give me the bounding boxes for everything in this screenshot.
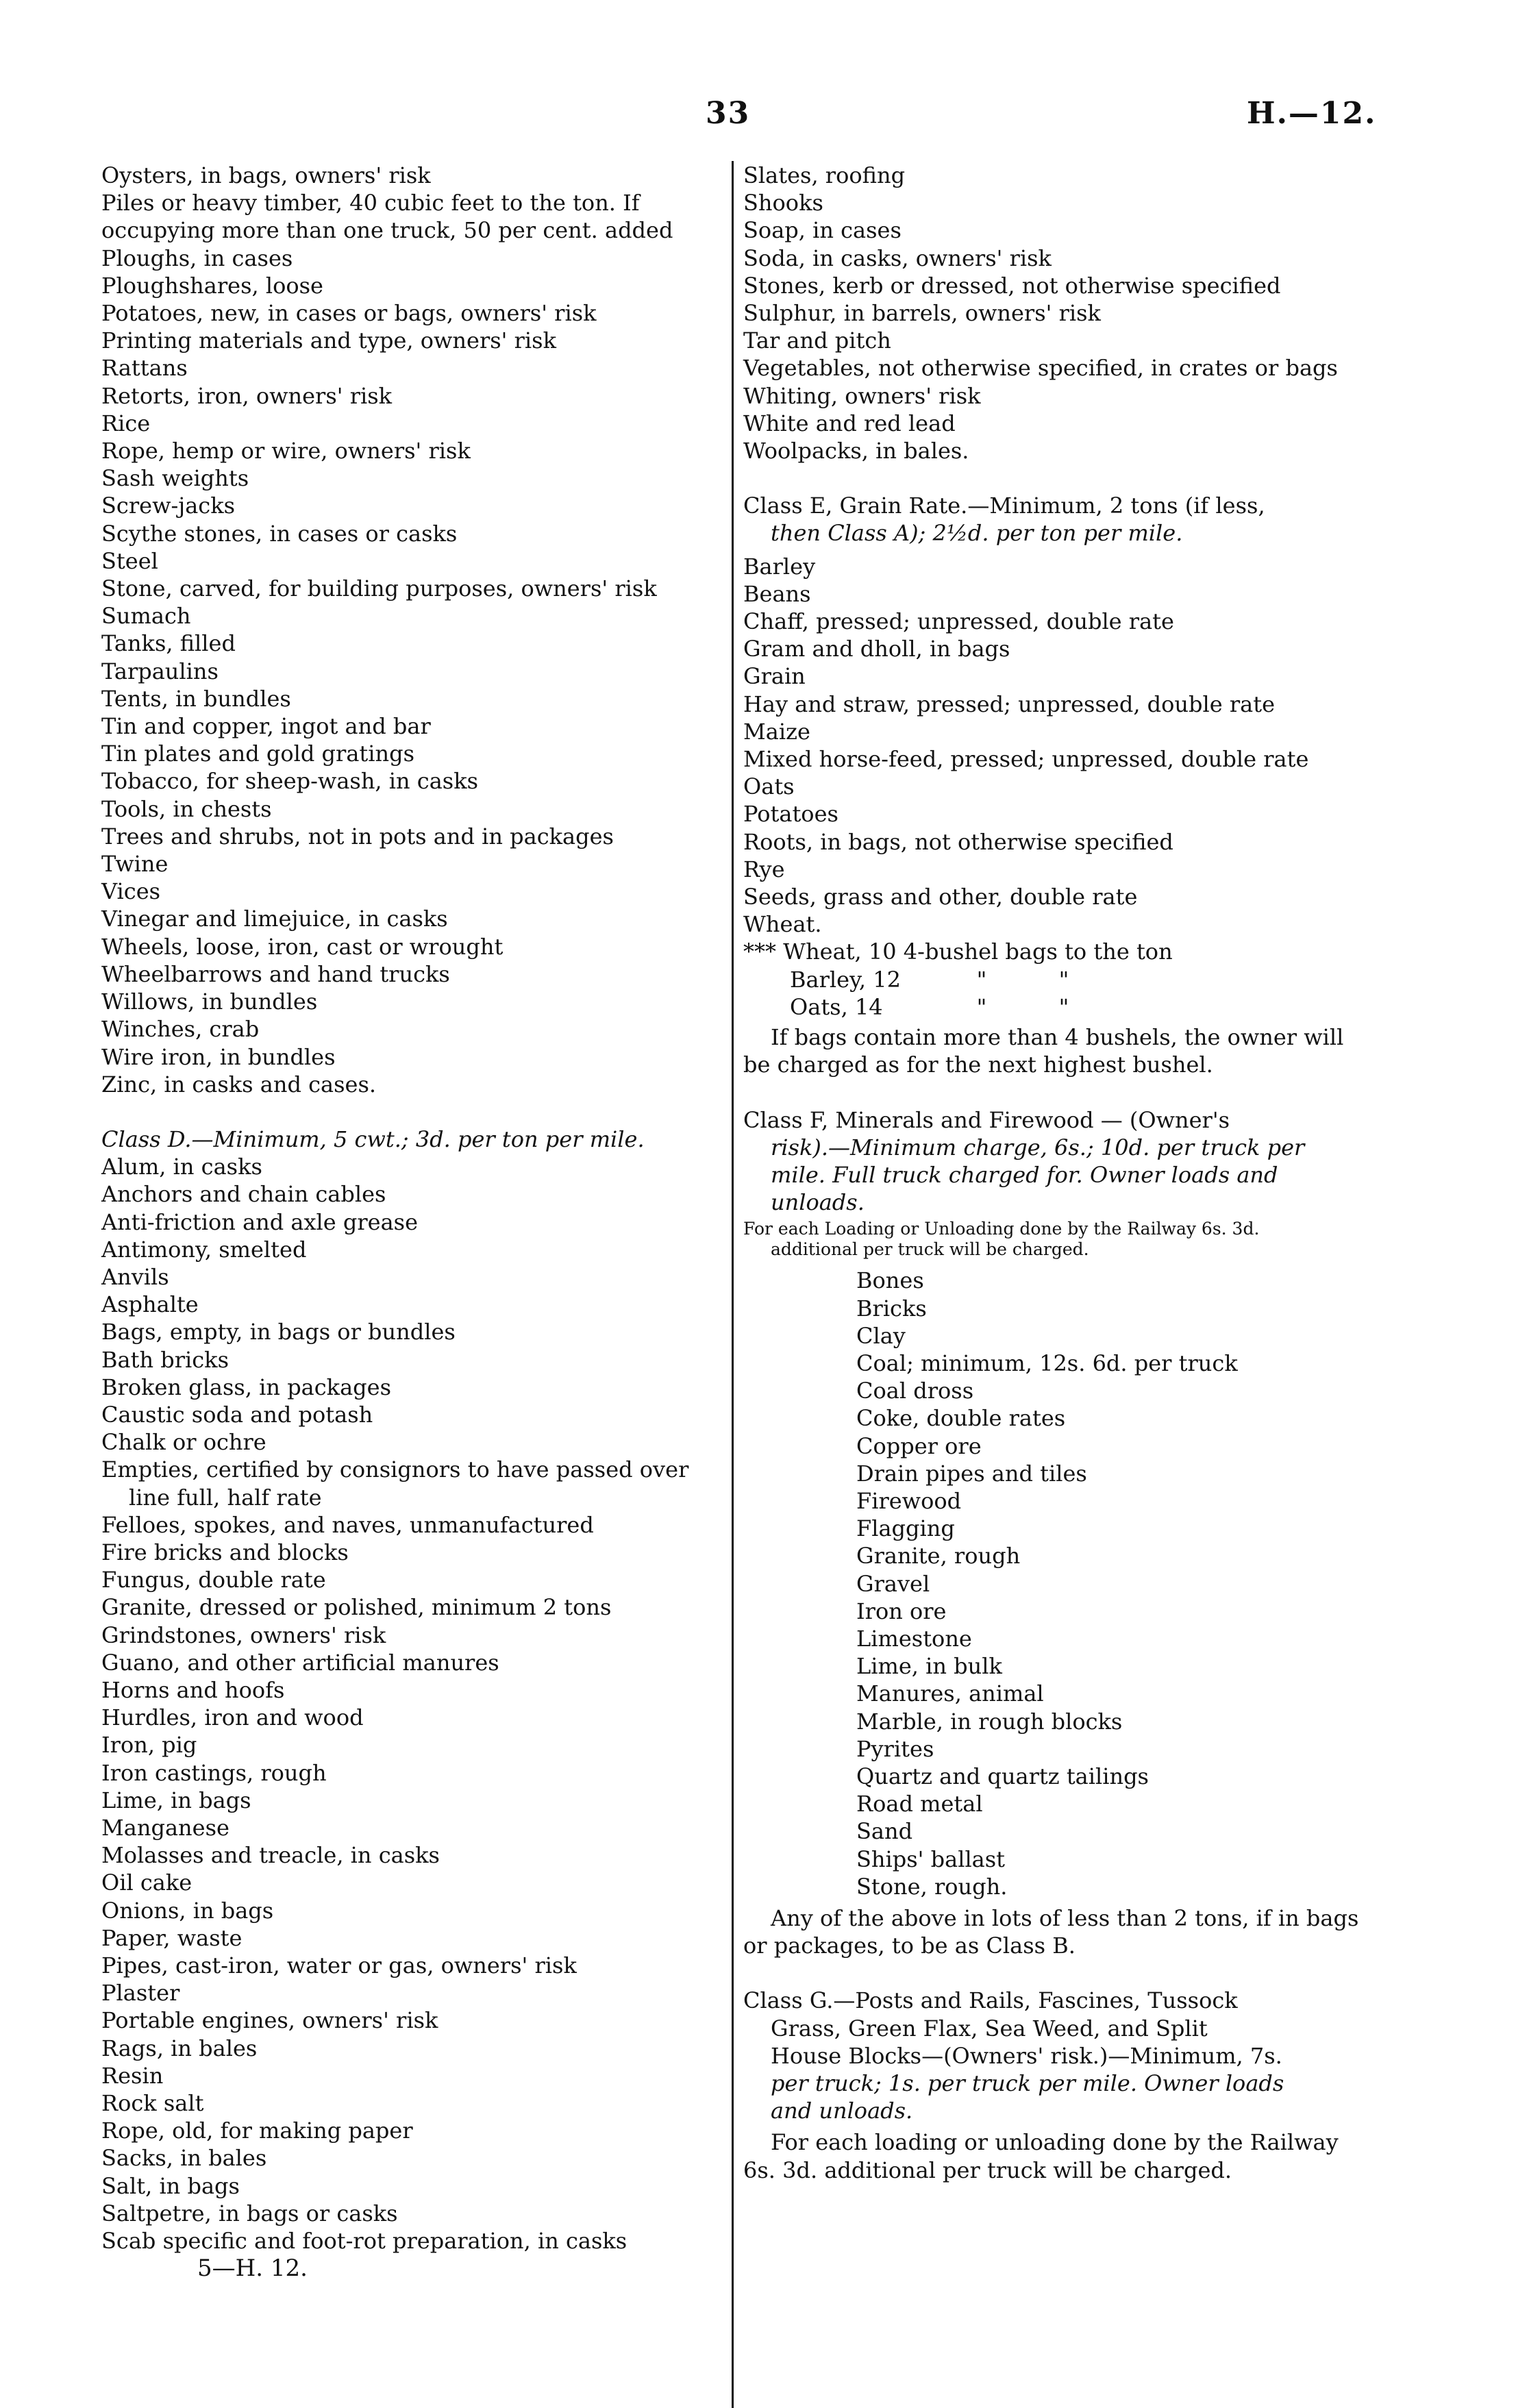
list-item: Ships' ballast — [856, 1846, 1006, 1872]
list-item: Iron castings, rough — [101, 1759, 327, 1786]
class-f-footer: Any of the above in lots of less than 2 tons, if in bags or packages, to be as Class B. — [743, 1904, 1359, 1959]
class-g-heading-line: and unloads. — [771, 2098, 913, 2124]
list-item: Beans — [743, 580, 811, 607]
list-item: Molasses and treacle, in casks — [101, 1842, 440, 1869]
list-item: Wheat. — [743, 911, 822, 938]
class-e-heading — [743, 492, 1360, 547]
list-item: Oats — [743, 773, 795, 800]
list-item: Horns and hoofs — [101, 1676, 285, 1703]
bags-note: If bags contain more than 4 bushels, the owner will be charged as for the next highest bushel. — [743, 1024, 1344, 1078]
list-item: Rope, hemp or wire, owners' risk — [101, 438, 471, 464]
class-d-heading: Class D.—Minimum, 5 cwt.; 3d. per ton per mile. — [101, 1126, 645, 1152]
list-item: Coal; minimum, 12s. 6d. per truck — [856, 1350, 1238, 1376]
class-g-heading-line: Grass, Green Flax, Sea Weed, and Split — [771, 2015, 1208, 2041]
list-item: Limestone — [856, 1625, 972, 1652]
list-item: Firewood — [856, 1487, 962, 1514]
bushel-note-wheat: *** Wheat, 10 4-bushel bags to the ton — [743, 939, 1173, 965]
list-item: Slates, roofing — [743, 162, 906, 188]
list-item: Soap, in cases — [743, 217, 902, 244]
list-item: Anvils — [101, 1263, 169, 1290]
class-g-heading — [743, 1987, 1360, 2124]
class-e-heading-line: Class E, Grain Rate.—Minimum, 2 tons (if less, — [743, 493, 1265, 519]
list-item: Onions, in bags — [101, 1897, 274, 1924]
list-item: Tents, in bundles — [101, 685, 291, 712]
list-item: Iron, pig — [101, 1732, 197, 1759]
list-item: Plaster — [101, 1980, 180, 2007]
list-item: Anchors and chain cables — [101, 1181, 386, 1208]
item-list-top — [101, 162, 721, 1098]
bushel-note — [743, 938, 1360, 1021]
list-item: Sacks, in bales — [101, 2145, 267, 2172]
list-item: Copper ore — [856, 1432, 982, 1459]
class-g-note: For each loading or unloading done by the Railway 6s. 3d. additional per truck will be charged. — [743, 2129, 1339, 2183]
list-item: Asphalte — [101, 1291, 199, 1318]
list-item: Resin — [101, 2062, 164, 2089]
printer-signature: 5—H. 12. — [197, 2255, 308, 2283]
list-item: Tanks, filled — [101, 630, 236, 657]
list-item: Sulphur, in barrels, owners' risk — [743, 300, 1101, 327]
list-item: Rope, old, for making paper — [101, 2118, 413, 2144]
list-item: Salt, in bags — [101, 2172, 240, 2199]
list-item: Tools, in chests — [101, 795, 272, 822]
list-item: Trees and shrubs, not in pots and in packages — [101, 823, 614, 849]
list-item: Alum, in casks — [101, 1154, 262, 1180]
list-item: Road metal — [856, 1791, 983, 1817]
list-item: Scythe stones, in cases or casks — [101, 520, 458, 547]
class-e-heading-line: then Class A); 2½d. per ton per mile. — [771, 520, 1183, 547]
list-item: Broken glass, in packages — [101, 1374, 391, 1400]
list-item: Lime, in bulk — [856, 1653, 1002, 1680]
list-item: Sand — [856, 1818, 913, 1845]
class-f-heading-line: unloads. — [771, 1189, 865, 1216]
list-item: Wheels, loose, iron, cast or wrought — [101, 933, 504, 960]
list-item: Whiting, owners' risk — [743, 382, 981, 409]
list-item: Caustic soda and potash — [101, 1401, 373, 1428]
class-e-list — [743, 553, 1360, 939]
right-column — [743, 162, 1360, 2184]
class-f-heading — [743, 1106, 1360, 1217]
class-f-note-line: additional per truck will be charged. — [771, 1239, 1089, 1260]
list-item: Oil cake — [101, 1870, 192, 1896]
list-item: Quartz and quartz tailings — [856, 1763, 1149, 1789]
list-item: Rye — [743, 856, 785, 882]
list-item: Coal dross — [856, 1378, 974, 1404]
bushel-note-oats: Oats, 14 " " — [790, 993, 1069, 1020]
list-item: occupying more than one truck, 50 per cent. added — [101, 217, 673, 244]
list-item: Hurdles, iron and wood — [101, 1704, 364, 1731]
list-item: Maize — [743, 718, 810, 745]
list-item: Coke, double rates — [856, 1405, 1066, 1432]
list-item: Stone, carved, for building purposes, owners' risk — [101, 575, 657, 602]
list-item: Winches, crab — [101, 1016, 260, 1043]
list-item: Grain — [743, 663, 806, 690]
list-item: Printing materials and type, owners' risk — [101, 327, 556, 354]
list-item: Pyrites — [856, 1735, 934, 1762]
list-item: Screw-jacks — [101, 493, 236, 519]
list-item: Vices — [101, 878, 161, 905]
list-item: Rags, in bales — [101, 2035, 258, 2061]
list-item: Antimony, smelted — [101, 1236, 307, 1263]
class-f-heading-line: risk).—Minimum charge, 6s.; 10d. per truck per — [771, 1134, 1305, 1160]
list-item: Chalk or ochre — [101, 1429, 266, 1456]
list-item: Barley — [743, 553, 816, 580]
list-item: Zinc, in casks and cases. — [101, 1071, 377, 1097]
class-f-heading-line: Class F, Minerals and Firewood — (Owner's — [743, 1106, 1230, 1133]
list-item: Stones, kerb or dressed, not otherwise specified — [743, 272, 1281, 299]
list-item: Clay — [856, 1322, 906, 1349]
list-item: Tobacco, for sheep-wash, in casks — [101, 768, 479, 795]
list-item: Empties, certified by consignors to have passed over — [101, 1456, 689, 1483]
list-item-continuation: line full, half rate — [129, 1484, 322, 1511]
list-item: Hay and straw, pressed; unpressed, double rate — [743, 691, 1276, 717]
list-item: Tar and pitch — [743, 327, 891, 354]
list-item: Manures, animal — [856, 1680, 1044, 1707]
list-item: Lime, in bags — [101, 1787, 251, 1813]
list-item: Seeds, grass and other, double rate — [743, 884, 1138, 910]
list-item: Chaff, pressed; unpressed, double rate — [743, 608, 1174, 635]
list-item: Drain pipes and tiles — [856, 1460, 1087, 1487]
list-item: Soda, in casks, owners' risk — [743, 245, 1052, 271]
document-code: H.—12. — [1247, 96, 1377, 131]
page-number: 33 — [706, 96, 751, 131]
list-item: Vegetables, not otherwise specified, in crates or bags — [743, 355, 1338, 382]
list-item: Tin and copper, ingot and bar — [101, 713, 431, 740]
list-item: Steel — [101, 547, 158, 574]
list-item: Tarpaulins — [101, 658, 219, 684]
list-item: Bath bricks — [101, 1346, 229, 1373]
list-item: Saltpetre, in bags or casks — [101, 2200, 398, 2226]
list-item: Willows, in bundles — [101, 989, 318, 1015]
list-item: Rock salt — [101, 2090, 204, 2117]
list-item: Ploughshares, loose — [101, 272, 323, 299]
list-item: Mixed horse-feed, pressed; unpressed, double rate — [743, 746, 1309, 773]
list-item: Marble, in rough blocks — [856, 1708, 1123, 1735]
list-item: Roots, in bags, not otherwise specified — [743, 828, 1173, 855]
list-item: Shooks — [743, 190, 823, 216]
list-item: Guano, and other artificial manures — [101, 1649, 499, 1676]
list-item: Twine — [101, 851, 169, 878]
list-item: Anti-friction and axle grease — [101, 1208, 419, 1235]
bushel-note-barley: Barley, 12 " " — [790, 966, 1069, 993]
class-f-heading-line: mile. Full truck charged for. Owner loads and — [771, 1161, 1278, 1188]
list-item: Retorts, iron, owners' risk — [101, 382, 393, 409]
list-item: Wheelbarrows and hand trucks — [101, 960, 450, 987]
list-item: Granite, dressed or polished, minimum 2 tons — [101, 1594, 612, 1621]
list-item: Oysters, in bags, owners' risk — [101, 162, 431, 188]
class-g-heading-line: per truck; 1s. per truck per mile. Owner loads — [771, 2070, 1284, 2096]
list-item: Ploughs, in cases — [101, 245, 293, 271]
list-item: Gravel — [856, 1570, 930, 1597]
list-item: Woolpacks, in bales. — [743, 438, 969, 464]
list-item: Rice — [101, 410, 151, 436]
list-item: Stone, rough. — [856, 1873, 1008, 1900]
left-column — [101, 162, 721, 2282]
list-item: Potatoes, new, in cases or bags, owners' risk — [101, 300, 597, 327]
list-item: Paper, waste — [101, 1924, 243, 1951]
list-item: Felloes, spokes, and naves, unmanufactured — [101, 1511, 594, 1538]
list-item: Gram and dholl, in bags — [743, 636, 1010, 662]
list-item: Fungus, double rate — [101, 1567, 326, 1593]
class-g-heading-line: House Blocks—(Owners' risk.)—Minimum, 7s. — [771, 2042, 1282, 2069]
class-f-note-line: For each Loading or Unloading done by the Railway 6s. 3d. — [743, 1219, 1260, 1239]
list-item: Portable engines, owners' risk — [101, 2007, 438, 2034]
class-d-list — [101, 1153, 721, 2255]
item-list-top — [743, 162, 1360, 464]
list-item: Pipes, cast-iron, water or gas, owners' risk — [101, 1952, 577, 1978]
list-item: Sumach — [101, 603, 191, 630]
list-item: Bags, empty, in bags or bundles — [101, 1319, 456, 1345]
list-item: Granite, rough — [856, 1543, 1021, 1569]
list-item: Scab specific and foot-rot preparation, in casks — [101, 2228, 627, 2255]
list-item: Flagging — [856, 1515, 955, 1542]
list-item: Grindstones, owners' risk — [101, 1622, 386, 1648]
list-item: Potatoes — [743, 801, 838, 828]
list-item: Vinegar and limejuice, in casks — [101, 906, 448, 932]
list-item: Bones — [856, 1267, 924, 1294]
list-item: Wire iron, in bundles — [101, 1043, 336, 1070]
list-item: Tin plates and gold gratings — [101, 741, 414, 767]
list-item: White and red lead — [743, 410, 956, 436]
list-item: Manganese — [101, 1814, 229, 1841]
column-divider — [732, 161, 734, 2408]
list-item: Piles or heavy timber, 40 cubic feet to the ton. If — [101, 190, 640, 216]
class-f-note — [743, 1219, 1360, 1260]
list-item: Rattans — [101, 355, 188, 382]
class-g-heading-line: Class G.—Posts and Rails, Fascines, Tussock — [743, 1987, 1238, 2014]
list-item: Fire bricks and blocks — [101, 1539, 349, 1565]
list-item: Bricks — [856, 1295, 927, 1321]
list-item: Iron ore — [856, 1598, 947, 1624]
class-f-list — [743, 1267, 1360, 1900]
list-item: Sash weights — [101, 465, 249, 492]
